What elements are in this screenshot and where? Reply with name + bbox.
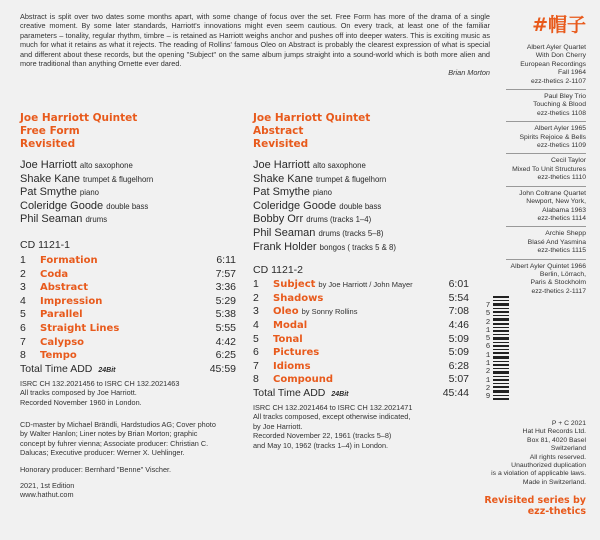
catalogue-entry: Albert Ayler 1965 Spirits Rejoice & Bells ezz-thetics 1109 — [519, 125, 586, 150]
album-title — [20, 112, 236, 151]
total-time: Total Time ADD 24Bit 45:59 — [20, 362, 236, 375]
musician: Frank Holder bongos ( tracks 5 & 8) — [253, 240, 396, 253]
lineup — [253, 159, 469, 254]
liner-notes — [20, 12, 490, 78]
liner-notes-author: Brian Morton — [448, 68, 490, 78]
catalogue-entry: Archie Shepp Blasé And Yasmina ezz-thetics 1115 — [527, 230, 586, 255]
track-row: 8 Compound 5:07 — [253, 373, 469, 386]
24bit-logo: 24Bit — [98, 366, 116, 374]
divider — [506, 186, 586, 187]
musician: Shake Kane trumpet & flugelhorn — [253, 172, 387, 185]
album-title-line: Joe Harriott Quintet — [20, 112, 138, 124]
catalogue-entry: Albert Ayler Quartet With Don Cherry European Recordings Fall 1964 ezz-thetics 2-1107 — [520, 44, 586, 85]
catalogue-list — [476, 44, 586, 296]
track-row: 3 Oleo by Sonny Rollins 7:08 — [253, 305, 469, 318]
track-row: 8 Tempo 6:25 — [20, 349, 236, 362]
track-row: 4 Impression 5:29 — [20, 294, 236, 307]
catalogue-entry: Albert Ayler Quintet 1966 Berlin, Lörrach, Paris & Stockholm ezz-thetics 2-1117 — [510, 262, 586, 295]
musician: Joe Harriott alto saxophone — [20, 159, 133, 171]
catalogue-entry: Paul Bley Trio Touching & Blood ezz-thetics 1108 — [533, 93, 586, 117]
musician: Pat Smythe piano — [253, 186, 332, 199]
album-title-line: Revisited — [253, 138, 309, 150]
catalogue-entry: Cecil Taylor Mixed To Unit Structures ezz-thetics 1110 — [512, 157, 586, 182]
cd-number: CD 1121-2 — [253, 264, 303, 277]
track-row: 5 Tonal 5:09 — [253, 332, 469, 345]
album-notes: ISRC CH 132.2021464 to ISRC CH 132.2021471 All tracks composed, except otherwise indicated, by Joe Harriott. Recorded November 22, 1961 (tracks 5–8) and May 10, 1962 (tracks 1–4) in London. — [253, 402, 413, 450]
track-row: 4 Modal 4:46 — [253, 318, 469, 331]
track-row: 7 Idioms 6:28 — [253, 359, 469, 372]
album-title-line: Free Form — [20, 125, 80, 137]
ezz-thetics-logo: #帽子 — [532, 14, 586, 36]
album-title-line: Joe Harriott Quintet — [253, 112, 371, 124]
track-row: 3 Abstract 3:36 — [20, 281, 236, 294]
track-row: 1 Formation 6:11 — [20, 253, 236, 266]
tracklist — [20, 254, 236, 363]
musician: Shake Kane trumpet & flugelhorn — [20, 172, 154, 185]
divider — [506, 153, 586, 154]
musician: Pat Smythe piano — [20, 186, 99, 199]
divider — [506, 259, 586, 260]
barcode — [493, 296, 509, 400]
album-abstract — [253, 112, 469, 450]
album-title-line: Abstract — [253, 125, 304, 137]
album-notes: ISRC CH 132.2021456 to ISRC CH 132.2021463 All tracks composed by Joe Harriott. Recorded November 1960 in London. — [20, 378, 180, 407]
lineup — [20, 159, 236, 227]
catalogue-entry: John Coltrane Quartet Newport, New York, Alabama 1963 ezz-thetics 1114 — [519, 189, 586, 222]
cd-number: CD 1121-1 — [20, 238, 70, 251]
series-label: Revisited series by ezz-thetics — [484, 495, 586, 517]
musician: Phil Seaman drums (tracks 5–8) — [253, 226, 384, 239]
composer: by Sonny Rollins — [301, 307, 358, 317]
composer: by Joe Harriott / John Mayer — [318, 280, 413, 290]
track-row: 7 Calypso 4:42 — [20, 335, 236, 348]
musician: Coleridge Goode double bass — [253, 199, 382, 212]
album-free-form — [20, 112, 236, 407]
tracklist — [253, 278, 469, 387]
musician: Bobby Orr drums (tracks 1–4) — [253, 213, 372, 226]
track-row: 6 Straight Lines 5:55 — [20, 321, 236, 334]
24bit-logo: 24Bit — [331, 390, 349, 398]
track-row: 2 Coda 7:57 — [20, 267, 236, 280]
divider — [506, 89, 586, 90]
website-link[interactable]: www.hathut.com — [20, 490, 74, 500]
total-time: Total Time ADD 24Bit 45:44 — [253, 386, 469, 399]
track-row: 2 Shadows 5:54 — [253, 291, 469, 304]
barcode-number: 752156112129 — [485, 302, 491, 402]
track-row: 1 Subject by Joe Harriott / John Mayer 6:01 — [253, 278, 469, 291]
divider — [506, 226, 586, 227]
track-row: 5 Parallel 5:38 — [20, 308, 236, 321]
musician: Phil Seaman drums — [20, 213, 108, 226]
album-title-line: Revisited — [20, 138, 76, 150]
musician: Joe Harriott alto saxophone — [253, 159, 366, 171]
album-title — [253, 112, 469, 151]
divider — [506, 121, 586, 122]
legal-notice: P + C 2021 Hat Hut Records Ltd. Box 81, 4020 Basel Switzerland All rights reserved. Unauthorized duplication is a violation of applicable laws. Made in Switzerland. — [491, 420, 586, 486]
track-row: 6 Pictures 5:09 — [253, 346, 469, 359]
musician: Coleridge Goode double bass — [20, 199, 149, 212]
production-credits: CD-master by Michael Brändli, Hardstudios AG; Cover photo by Walter Hanlon; Liner notes by Brian Morton; graphic concept by fuhrer vienna; Associate producer: Christian C. Dalucas; Executive producer: Werner X. Uehlinger. Honorary producer: Bernhard "Benne" Vischer. 2021, 1st Edition www.hathut.com — [20, 420, 220, 500]
liner-notes-text: Abstract is split over two dates some months apart, with some change of focus over the set. Free Form has more of the drama of a single creative moment. By some later standards, Harriott's innovations might even seem cautious. On every track, at least one of the familiar parameters – tonality, regular rhythm, timbre – is retained as Harriott weighs anchor and pushes off into deeper waters. This is exciting music as much for what it retains as what it rejects. The reading of Rollins' famous Oleo on Abstract is probably the clearest expression of what is special and different about these records, but the opening "Subject" on the same album jumps straight into a sound-world which is both more alien and more traditional than anything Ornette ever dared. — [20, 12, 490, 69]
